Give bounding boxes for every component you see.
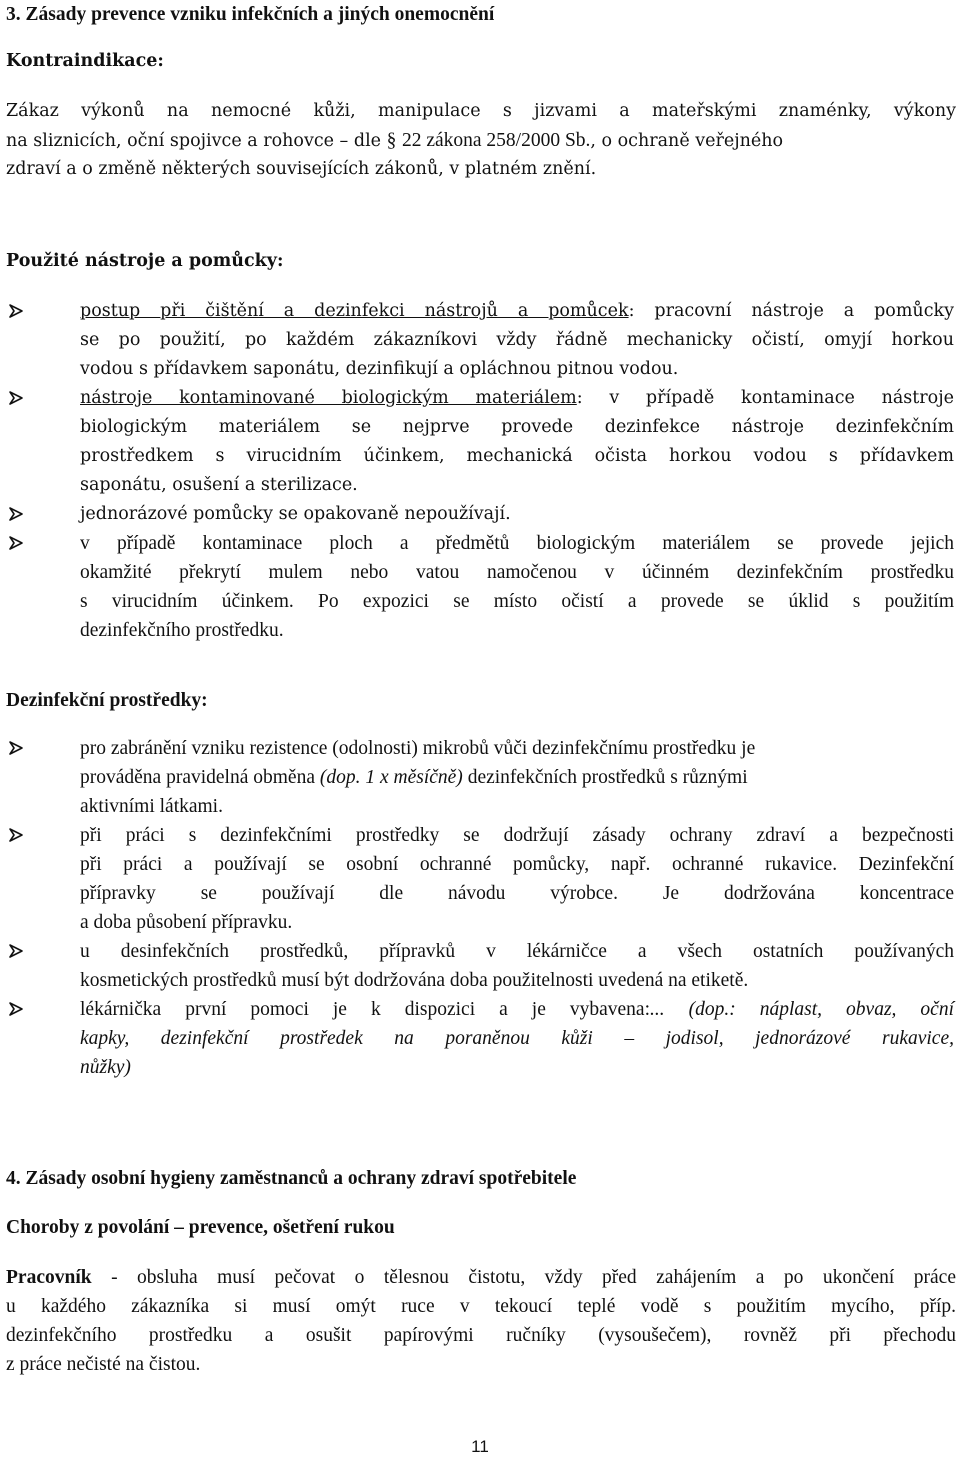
nastroje-item-4-line-4: dezinfekčního prostředku.: [80, 620, 284, 641]
pracovnik-label: Pracovník: [6, 1267, 92, 1288]
choroby-line-3: dezinfekčního prostředku a osušit papírovými ručníky (vysoušečem), rovněž při přechodu: [6, 1325, 956, 1346]
arrow-bullet-icon: [8, 1001, 24, 1017]
nastroje-item-4-line-3: s virucidním účinkem. Po expozici se místo očistí a provede se úklid s použitím: [80, 591, 954, 612]
line-text: : pracovní nástroje a pomůcky: [628, 301, 954, 321]
nastroje-item-2-line-4: saponátu, osušení a sterilizace.: [80, 475, 358, 495]
choroby-line-4: z práce nečisté na čistou.: [6, 1354, 201, 1375]
dezinf-item-1-line-3: aktivními látkami.: [80, 796, 223, 817]
nastroje-title: Použité nástroje a pomůcky:: [6, 251, 284, 271]
underlined-term: nástroje kontaminované biologickým materiálem: [80, 388, 577, 408]
nastroje-item-4-line-1: v případě kontaminace ploch a předmětů biologickým materiálem se provede jejich: [80, 533, 954, 554]
choroby-line-1: [6, 1263, 956, 1292]
nastroje-item-2-line-1: [80, 384, 954, 413]
dezinf-item-4-line-3: nůžky): [80, 1057, 131, 1078]
dezinfekcni-prostredky-title: Dezinfekční prostředky:: [6, 690, 208, 711]
nastroje-item-2-line-2: biologickým materiálem se nejprve provede dezinfekce nástroje dezinfekčním: [80, 417, 954, 437]
paragraph-sign: §: [386, 130, 397, 151]
nastroje-item-1-line-2: se po použití, po každém zákazníkovi vždy řádně mechanicky očistí, omyjí horkou: [80, 330, 954, 350]
line-text: : v případě kontaminace nástroje: [576, 388, 954, 408]
italic-note: ... (dop.: náplast, obvaz, oční: [650, 999, 955, 1020]
arrow-bullet-icon: [8, 303, 24, 319]
section-4-heading: 4. Zásady osobní hygieny zaměstnanců a ochrany zdraví spotřebitele: [6, 1168, 577, 1189]
kontraindikace-line-2: [6, 126, 956, 156]
line-text: dezinfekčních prostředků s různými: [462, 767, 748, 788]
page-number: 11: [471, 1437, 489, 1456]
line-text: na sliznicích, oční spojivce a rohovce – dle: [6, 131, 382, 151]
dezinf-item-4-line-1: [80, 995, 954, 1024]
italic-note: (dop. 1 x měsíčně): [319, 767, 463, 788]
underlined-term: postup při čištění a dezinfekci nástrojů a pomůcek: [80, 301, 629, 321]
line-text: lékárnička první pomoci je k dispozici a je vybavena:: [80, 999, 650, 1020]
choroby-title: Choroby z povolání – prevence, ošetření rukou: [6, 1217, 395, 1238]
line-text: , o ochraně veřejného: [590, 131, 784, 151]
law-reference: 22 zákona 258/2000 Sb.: [401, 130, 591, 151]
arrow-bullet-icon: [8, 740, 24, 756]
arrow-bullet-icon: [8, 827, 24, 843]
kontraindikace-line-3: zdraví a o změně některých souvisejících zákonů, v platném znění.: [6, 159, 597, 179]
kontraindikace-title: Kontraindikace:: [6, 51, 164, 71]
dezinf-item-1-line-2: [80, 763, 954, 792]
nastroje-item-3: jednorázové pomůcky se opakovaně nepoužívají.: [80, 504, 511, 524]
choroby-line-2: u každého zákazníka si musí omýt ruce v tekoucí teplé vodě s použitím mycího, příp.: [6, 1296, 956, 1317]
line-text: prováděna pravidelná obměna: [80, 767, 320, 788]
kontraindikace-line-1: Zákaz výkonů na nemocné kůži, manipulace s jizvami a mateřskými znaménky, výkony: [6, 101, 956, 121]
dezinf-item-3-line-2: kosmetických prostředků musí být dodržována doba použitelnosti uvedená na etiketě.: [80, 970, 749, 991]
dezinf-item-1-line-1: pro zabránění vzniku rezistence (odolnosti) mikrobů vůči dezinfekčnímu prostředku je: [80, 738, 756, 759]
arrow-bullet-icon: [8, 506, 24, 522]
arrow-bullet-icon: [8, 390, 24, 406]
line-text: - obsluha musí pečovat o tělesnou čistotu, vždy před zahájením a po ukončení práce: [91, 1267, 956, 1288]
dezinf-item-2-line-4: a doba působení přípravku.: [80, 912, 293, 933]
arrow-bullet-icon: [8, 535, 24, 551]
nastroje-item-1-line-3: vodou s přídavkem saponátu, dezinfikují a opláchnou pitnou vodou.: [80, 359, 679, 379]
section-3-heading: 3. Zásady prevence vzniku infekčních a jiných onemocnění: [6, 4, 495, 25]
arrow-bullet-icon: [8, 943, 24, 959]
dezinf-item-2-line-3: přípravky se používají dle návodu výrobce. Je dodržována koncentrace: [80, 883, 954, 904]
nastroje-item-4-line-2: okamžité překrytí mulem nebo vatou namočenou v účinném dezinfekčním prostředku: [80, 562, 954, 583]
nastroje-item-1-line-1: [80, 297, 954, 326]
dezinf-item-3-line-1: u desinfekčních prostředků, přípravků v lékárničce a všech ostatních používaných: [80, 941, 954, 962]
nastroje-item-2-line-3: prostředkem s virucidním účinkem, mechanická očista horkou vodou s přídavkem: [80, 446, 954, 466]
dezinf-item-4-line-2: kapky, dezinfekční prostředek na poraněnou kůži – jodisol, jednorázové rukavice,: [80, 1028, 954, 1049]
dezinf-item-2-line-1: při práci s dezinfekčními prostředky se dodržují zásady ochrany zdraví a bezpečnosti: [80, 825, 954, 846]
dezinf-item-2-line-2: při práci a používají se osobní ochranné pomůcky, např. ochranné rukavice. Dezinfekční: [80, 854, 954, 875]
